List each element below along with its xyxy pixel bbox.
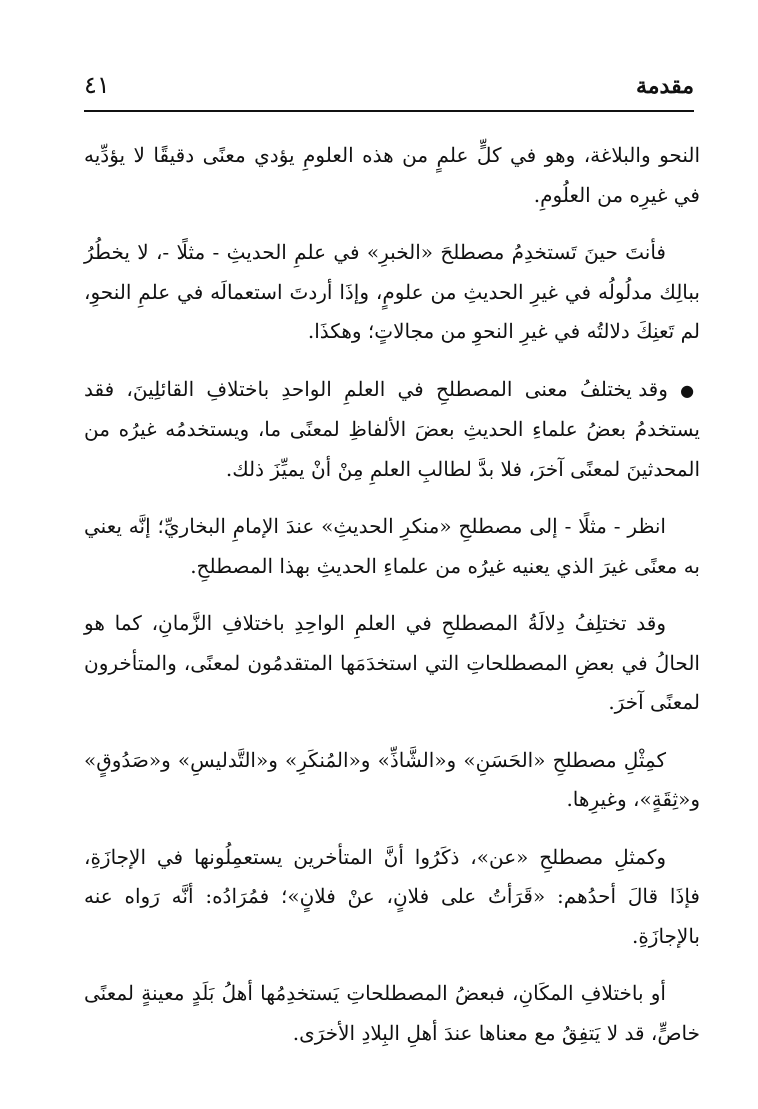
page-number: ٤١	[84, 71, 110, 99]
paragraph-text: كمِثْلِ مصطلحِ «الحَسَنِ» و«الشَّاذِّ» و«المُنكَرِ» و«التَّدليسِ» و«صَدُوقٍ» و«ثِقَةٍ»، وغيرِها.	[84, 747, 700, 811]
header-rule	[84, 110, 694, 112]
paragraph-text: وقد تختلِفُ دِلالَةُ المصطلحِ في العلمِ الواحِدِ باختلافِ الزَّمانِ، كما هو الحالُ في بعضِ المصطلحاتِ التي استخدَمَها المتقدمُون لمعنًى، والمتأخرون لمعنًى آخرَ.	[84, 611, 700, 714]
paragraph	[84, 136, 700, 215]
paragraph-text: أو باختلافِ المكَانِ، فبعضُ المصطلحاتِ يَستخدِمُها أهلُ بَلَدٍ معينةٍ لمعنًى خاصٍّ، قد لا يَتفِقُ مع معناها عندَ أهلِ البِلادِ الأخرَى.	[84, 981, 700, 1045]
paragraph-text: انظر - مثلًا - إلى مصطلحِ «منكرِ الحديثِ» عندَ الإمامِ البخاريِّ؛ إنَّه يعني به معنًى غيرَ الذي يعنيه غيرُه من علماءِ الحديثِ بهذا المصطلحِ.	[84, 514, 700, 578]
paragraph	[84, 974, 700, 1053]
bullet-icon: ●	[680, 380, 700, 400]
paragraph	[84, 604, 700, 723]
page-body	[84, 136, 700, 1071]
paragraph-text: وقد يختلفُ معنى المصطلحِ في العلمِ الواحدِ باختلافِ القائلِينَ، فقد يستخدمُ بعضُ علماءِ الحديثِ بعضَ الألفاظِ لمعنًى ما، ويستخدمُه غيرُه من المحدثينَ لمعنًى آخرَ، فلا بدَّ لطالبِ العلمِ مِنْ أنْ يميِّزَ ذلك.	[84, 376, 700, 481]
paragraph-text: النحو والبلاغة، وهو في كلٍّ علمٍ من هذه العلومِ يؤدي معنًى دقيقًا لا يؤدِّيه في غيرِه من العلُومِ.	[84, 143, 700, 207]
paragraph	[84, 370, 700, 490]
paragraph	[84, 233, 700, 352]
paragraph-text: وكمثلِ مصطلحِ «عن»، ذكَرُوا أنَّ المتأخرين يستعمِلُونها في الإجازَةِ، فإذَا قالَ أحدُهم: «قَرَأتُ على فلانٍ، عنْ فلانٍ»؛ فمُرَادُه: أنَّه رَواه عنه بالإجازَةِ.	[84, 844, 700, 948]
paragraph	[84, 838, 700, 957]
section-title: مقدمة	[635, 73, 694, 99]
page-header	[84, 66, 694, 112]
paragraph	[84, 507, 700, 586]
paragraph	[84, 741, 700, 820]
paragraph-text: فأنتَ حينَ تَستخدِمُ مصطلحَ «الخبرِ» في علمِ الحديثِ - مثلًا -، لا يخطُرُ ببالِك مدلُولُه في غيرِ الحديثِ من علومٍ، وإذَا أردتَ استعمالَه في علمِ النحوِ، لم تَعنِكَ دلالتُه في غيرِ النحوِ من مجالاتٍ؛ وهكذَا.	[84, 240, 700, 343]
